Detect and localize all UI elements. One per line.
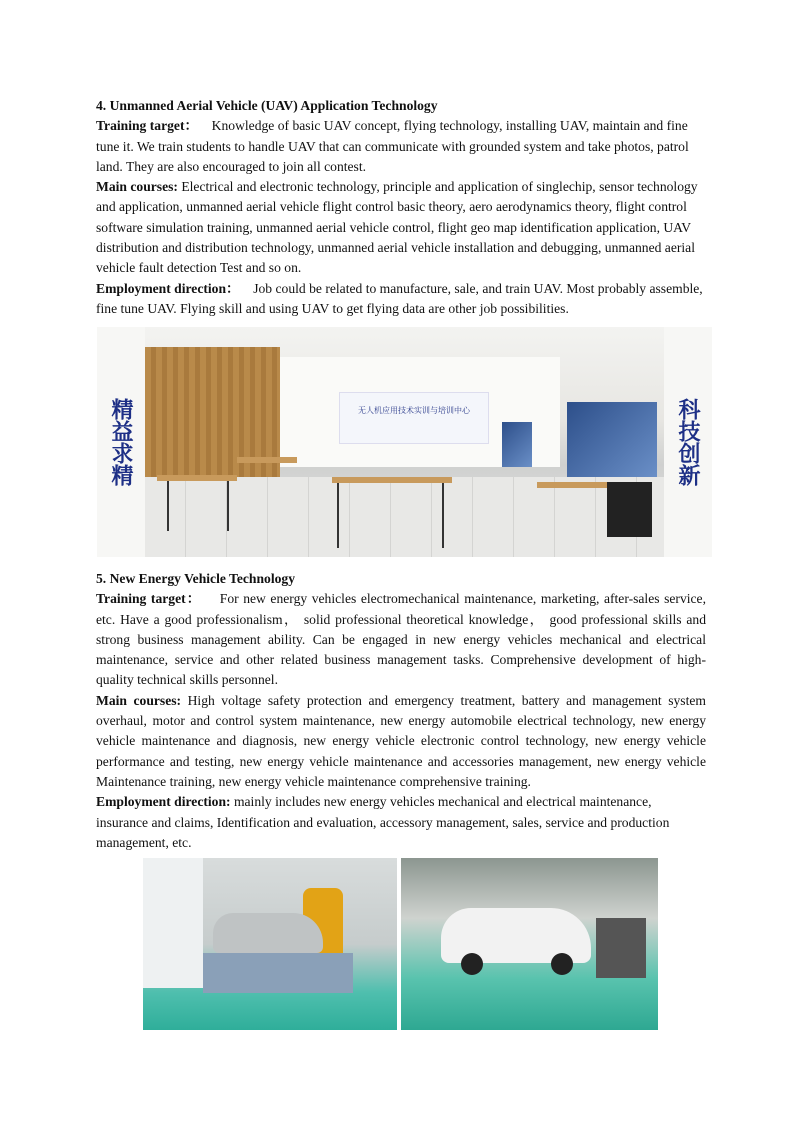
section-new-energy-vehicle <box>96 569 706 853</box>
main-courses-text: Electrical and electronic technology, principle and application of singlechip, sensor technology and application, unmanned aerial vehicle flight control basic theory, aero aerodynamics theory, flight control software simulation training, unmanned aerial vehicle control, flight geo map identification application, UAV distribution and distribution technology, unmanned aerial vehicle installation and debugging, unmanned aerial vehicle fault detection Test and so on. <box>96 179 698 276</box>
uav-training-center-photo <box>97 327 712 557</box>
training-target-label: Training target： <box>96 591 202 607</box>
robot-car-body-photo <box>143 858 397 1030</box>
center-sign: 无人机应用技术实训与培训中心 <box>339 392 489 444</box>
training-target-text: For new energy vehicles electromechanical maintenance, marketing, after-sales service, etc. Have a good professionalism， solid professional theoretical knowledge， good professional skills and strong business management ability. Can be engaged in new energy vehicles mechanical and electrical maintenance, service and other related business management tasks. Comprehensive development of high-quality technical skills personnel. <box>96 591 706 688</box>
section-heading: 4. Unmanned Aerial Vehicle (UAV) Application Technology <box>96 98 438 113</box>
ev-maintenance-workshop-photo <box>401 858 658 1030</box>
training-target-label: Training target： <box>96 118 199 134</box>
section-uav <box>96 96 706 319</box>
new-energy-vehicle-photos <box>143 858 658 1030</box>
employment-text: Job could be related to manufacture, sale, and train UAV. Most probably assemble, fine tune UAV. Flying skill and using UAV to get flying data are other job possibilities. <box>96 280 703 316</box>
employment-label: Employment direction: <box>96 794 231 810</box>
left-banner <box>97 327 145 557</box>
left-banner-text: 精益求精 <box>108 398 134 486</box>
main-courses-paragraph <box>96 177 706 278</box>
main-courses-text: High voltage safety protection and emergency treatment, battery and management system overhaul, motor and control system maintenance, new energy automobile electrical technology, new energy vehicle maintenance and diagnosis, new energy vehicle electronic control technology, new energy vehicle performance and testing, new energy vehicle maintenance and accessories management, new energy vehicle Maintenance training, new energy vehicle maintenance comprehensive training. <box>96 692 706 789</box>
right-banner <box>664 327 712 557</box>
training-target-text: Knowledge of basic UAV concept, flying technology, installing UAV, maintain and fine tune it. We train students to handle UAV that can communicate with grounded system and take photos, patrol land. They are also encouraged to join all contest. <box>96 118 689 174</box>
employment-paragraph <box>96 792 706 853</box>
training-target-paragraph <box>96 589 706 690</box>
section-heading: 5. New Energy Vehicle Technology <box>96 571 296 586</box>
main-courses-label: Main courses: <box>96 179 178 195</box>
main-courses-label: Main courses: <box>96 692 182 708</box>
right-banner-text: 科技创新 <box>675 398 701 486</box>
main-courses-paragraph <box>96 691 706 792</box>
employment-paragraph <box>96 279 706 320</box>
employment-label: Employment direction： <box>96 280 240 296</box>
employment-text: mainly includes new energy vehicles mechanical and electrical maintenance, insurance and claims, Identification and evaluation, accessory management, sales, service and production management, etc. <box>96 794 670 850</box>
training-target-paragraph <box>96 116 706 177</box>
